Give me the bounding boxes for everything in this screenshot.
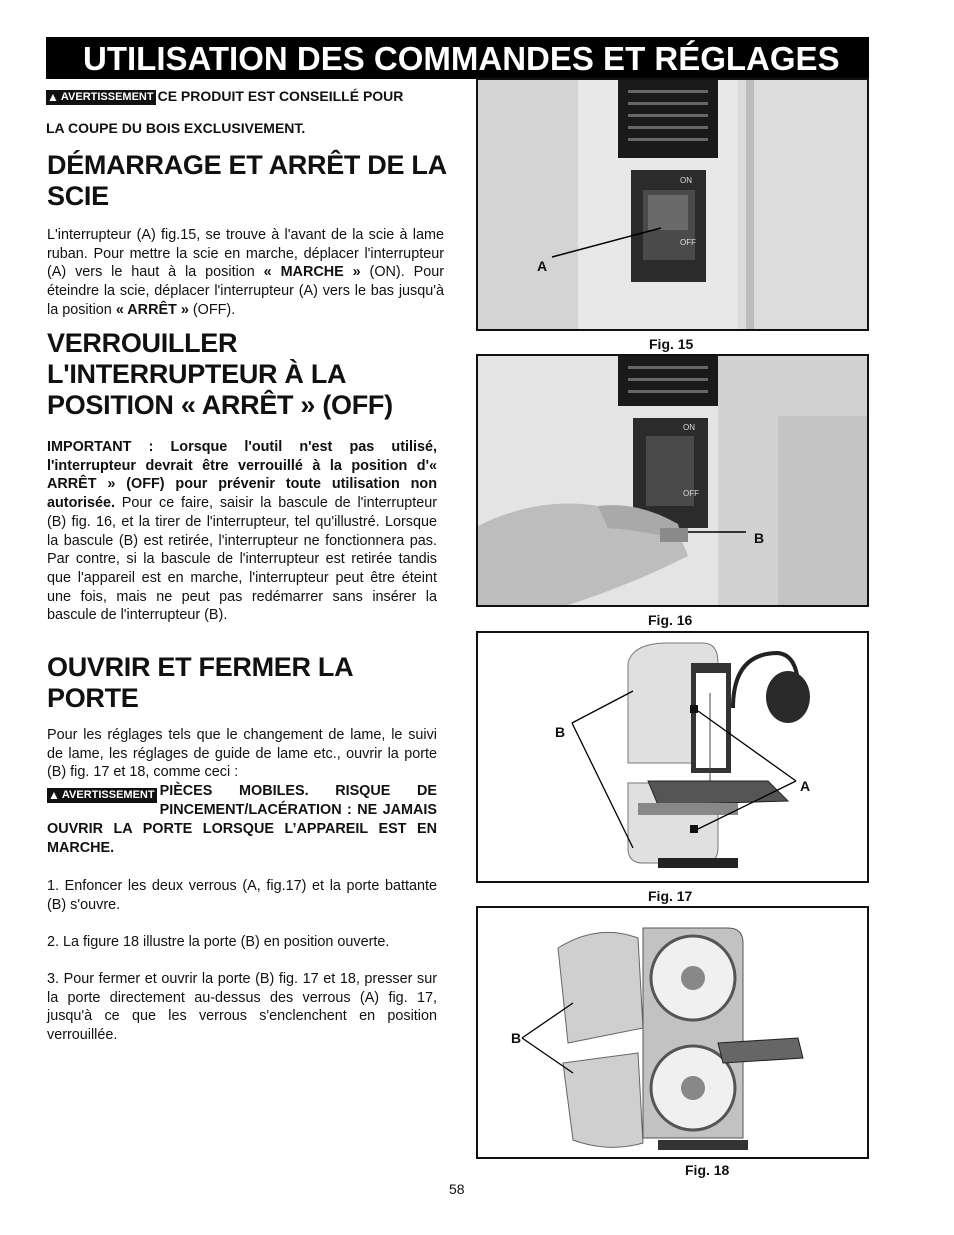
switch-on-label: ON bbox=[683, 423, 695, 432]
fig18-callout-b: B bbox=[511, 1030, 522, 1046]
warning-badge: ▲ AVERTISSEMENT bbox=[47, 788, 157, 803]
page-title: UTILISATION DES COMMANDES ET RÉGLAGES bbox=[46, 37, 869, 79]
figure-18-photo bbox=[476, 906, 869, 1159]
switch-off-label: OFF bbox=[680, 238, 696, 247]
switch-off-label: OFF bbox=[683, 489, 699, 498]
section-heading-start-stop: DÉMARRAGE ET ARRÊT DE LA SCIE bbox=[47, 150, 446, 211]
fig16-callout-b: B bbox=[754, 530, 765, 546]
fig15-caption: Fig. 15 bbox=[649, 336, 694, 352]
warning-line-2: LA COUPE DU BOIS EXCLUSIVEMENT. bbox=[46, 120, 306, 136]
warning-badge: ▲ AVERTISSEMENT bbox=[46, 90, 156, 105]
step-1: 1. Enfoncer les deux verrous (A, fig.17) et la porte battante (B) s'ouvre. bbox=[47, 878, 437, 913]
section-heading-door: OUVRIR ET FERMER LA PORTE bbox=[47, 652, 353, 713]
step-3: 3. Pour fermer et ouvrir la porte (B) fig. 17 et 18, presser sur la porte directement au-dessus des verrous (A) fig. 17, jusqu'à ce que les verrous s'enclenchent en position verrouillée. bbox=[47, 971, 437, 1044]
figure-17-photo bbox=[476, 631, 869, 883]
fig17-caption: Fig. 17 bbox=[648, 888, 693, 904]
warning-line-1: ▲ AVERTISSEMENT CE PRODUIT EST CONSEILLÉ POUR bbox=[46, 80, 446, 112]
figure-16-photo bbox=[476, 354, 869, 607]
fig16-caption: Fig. 16 bbox=[648, 612, 693, 628]
warning-triangle-icon: ▲ bbox=[47, 90, 59, 105]
fig15-callout-a: A bbox=[537, 258, 548, 274]
page-number: 58 bbox=[449, 1181, 465, 1197]
section-body-start-stop: L'interrupteur (A) fig.15, se trouve à l'avant de la scie à lame ruban. Pour mettre la scie en marche, déplacer l'interrupteur (A) vers le haut à la position « MARCHE » (ON). Pour éteindre la scie, déplacer l'interrupteur (A) vers le bas jusqu'à la position « ARRÊT » (OFF). bbox=[47, 227, 445, 318]
step-2: 2. La figure 18 illustre la porte (B) en position ouverte. bbox=[47, 934, 390, 950]
warning-block-2: ▲ AVERTISSEMENT PIÈCES MOBILES. RISQUE DE PINCEMENT/LACÉRATION : NE JAMAIS OUVRIR LA PORTE LORSQUE L’APPAREIL EST EN MARCHE. bbox=[47, 783, 437, 856]
fig18-caption: Fig. 18 bbox=[685, 1162, 730, 1178]
figure-15-photo bbox=[476, 78, 869, 331]
section-intro-door: Pour les réglages tels que le changement de lame, le suivi de lame, les réglages de guide de lame etc., ouvrir la porte (B) fig. 17 et 18, comme ceci : bbox=[47, 727, 437, 781]
warning-block-1 bbox=[46, 80, 446, 144]
section-heading-lock-switch: VERROUILLER L'INTERRUPTEUR À LA POSITION « ARRÊT » (OFF) bbox=[47, 328, 393, 420]
section-body-lock-switch: IMPORTANT : Lorsque l'outil n'est pas utilisé, l'interrupteur devrait être verrouillé à la position d'« ARRÊT » (OFF) pour prévenir toute utilisation non autorisée. Pour ce faire, saisir la bascule de l'interrupteur (B) fig. 16, et la tirer de l'interrupteur, tel qu'illustré. Lorsque la bascule (B) est retirée, l'interrupteur ne fonctionnera pas. Par contre, si la bascule de l'interrupteur est retirée tandis que l'appareil est en marche, l'interrupteur peut être éteint une fois, mais ne peut pas redémarrer sans insérer la bascule de l'interrupteur (B). bbox=[47, 439, 437, 624]
fig17-callout-a: A bbox=[800, 778, 811, 794]
fig17-callout-b: B bbox=[555, 724, 566, 740]
switch-on-label: ON bbox=[680, 176, 692, 185]
warning-triangle-icon: ▲ bbox=[48, 788, 60, 802]
